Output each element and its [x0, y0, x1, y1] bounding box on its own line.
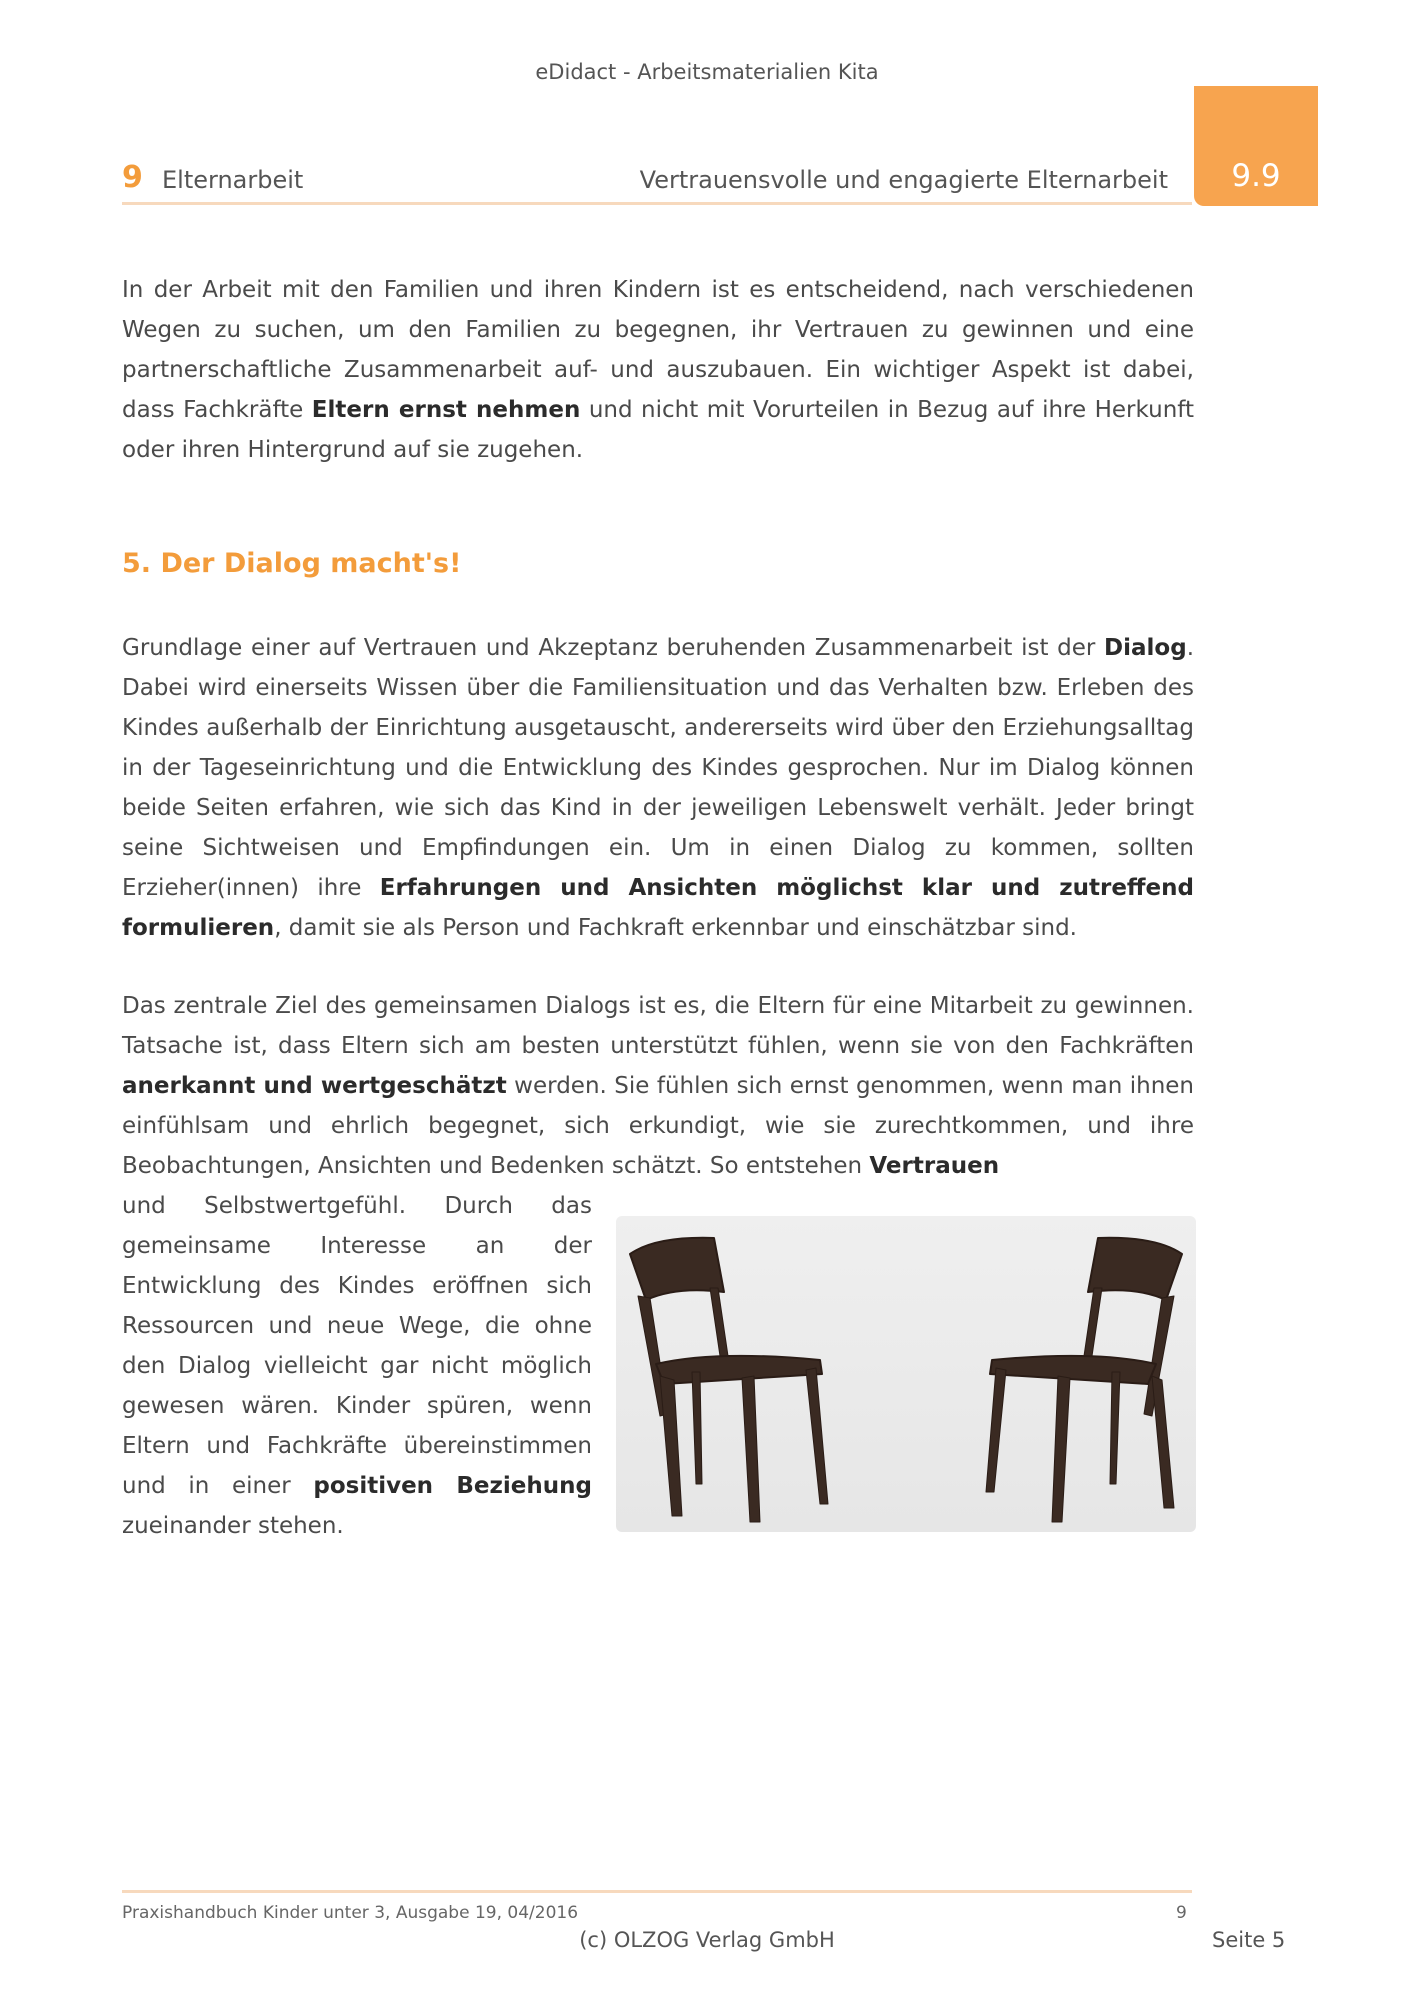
left-chair — [630, 1238, 828, 1522]
emphasis-text: anerkannt und wertgeschätzt — [122, 1073, 507, 1099]
emphasis-text: Erfahrungen und Ansichten möglichst klar und zutreffend formulieren — [122, 875, 1194, 941]
paragraph-dialog — [122, 628, 1194, 948]
chapter-tab: 9.9 — [1194, 86, 1318, 206]
paragraph-goal — [122, 986, 1194, 1186]
emphasis-text: Eltern ernst nehmen — [311, 397, 581, 423]
paragraph-text: zueinander stehen. — [122, 1513, 344, 1539]
chairs-illustration — [616, 1216, 1196, 1532]
paragraph-text: Das zentrale Ziel des gemeinsamen Dialogs ist es, die Eltern für eine Mitarbeit zu gewinnen. Tatsache ist, dass Eltern sich am besten unterstützt fühlen, wenn sie von den Fachkräften — [122, 993, 1194, 1059]
paragraph-text: Grundlage einer auf Vertrauen und Akzeptanz beruhenden Zusammenarbeit ist der — [122, 635, 1105, 661]
chapter-name: Elternarbeit — [162, 166, 304, 194]
paragraph-text: In der Arbeit mit den Familien und ihren Kindern ist es entscheidend, nach verschiedenen Wegen zu suchen, um den Familien zu begegnen, ihr Vertrauen zu gewinnen und eine partnerschaftliche Zusammenarbeit auf- und auszubauen. Ein wichtiger Aspekt ist dabei, dass Fachkräfte — [122, 277, 1194, 423]
footer-divider — [122, 1890, 1192, 1893]
paragraph-text: und nicht mit Vorurteilen in Bezug auf ihre Herkunft oder ihren Hintergrund auf sie zugehen. — [122, 397, 1194, 463]
footer-publication: Praxishandbuch Kinder unter 3, Ausgabe 19, 04/2016 — [122, 1903, 579, 1923]
emphasis-text: positiven Beziehung — [313, 1473, 592, 1499]
section-title: Vertrauensvolle und engagierte Elternarbeit — [639, 166, 1168, 194]
footer-page-number: 9 — [1176, 1903, 1187, 1923]
paragraph-resources — [122, 1186, 592, 1546]
footer-copyright: (c) OLZOG Verlag GmbH — [579, 1928, 835, 1952]
chapter-number: 9 — [122, 160, 143, 195]
emphasis-text: Vertrauen — [869, 1153, 1000, 1179]
paragraph-intro — [122, 270, 1194, 470]
emphasis-text: Dialog — [1104, 635, 1187, 661]
page-header — [122, 160, 1192, 205]
section-heading: 5. Der Dialog macht's! — [122, 548, 462, 579]
right-chair — [986, 1238, 1182, 1522]
paragraph-text: . Dabei wird einerseits Wissen über die Familiensituation und das Verhalten bzw. Erleben des Kindes außerhalb der Einrichtung ausgetauscht, andererseits wird über den Erziehungsalltag in der Tageseinrichtung und die Entwicklung des Kindes gesprochen. Nur im Dialog können beide Seiten erfahren, wie sich das Kind in der jeweiligen Lebenswelt verhält. Jeder bringt seine Sichtweisen und Empfindungen ein. Um in einen Dialog zu kommen, sollten Erzieher(innen) ihre — [122, 635, 1194, 901]
site-title: eDidact - Arbeitsmaterialien Kita — [535, 60, 879, 84]
paragraph-text: , damit sie als Person und Fachkraft erkennbar und einschätzbar sind. — [274, 915, 1077, 941]
two-chairs-photo — [616, 1216, 1196, 1532]
footer-page-label: Seite 5 — [1212, 1928, 1286, 1952]
paragraph-text: und Selbstwertgefühl. Durch das gemeinsame Interesse an der Entwicklung des Kindes eröffnen sich Ressourcen und neue Wege, die ohne den Dialog vielleicht gar nicht möglich gewesen wären. Kinder spüren, wenn Eltern und Fachkräfte übereinstimmen und in einer — [122, 1193, 592, 1499]
paragraph-text: werden. Sie fühlen sich ernst genommen, wenn man ihnen einfühlsam und ehrlich begegnet, sich erkundigt, wie sie zurechtkommen, und ihre Beobachtungen, Ansichten und Bedenken schätzt. So entstehen — [122, 1073, 1194, 1179]
